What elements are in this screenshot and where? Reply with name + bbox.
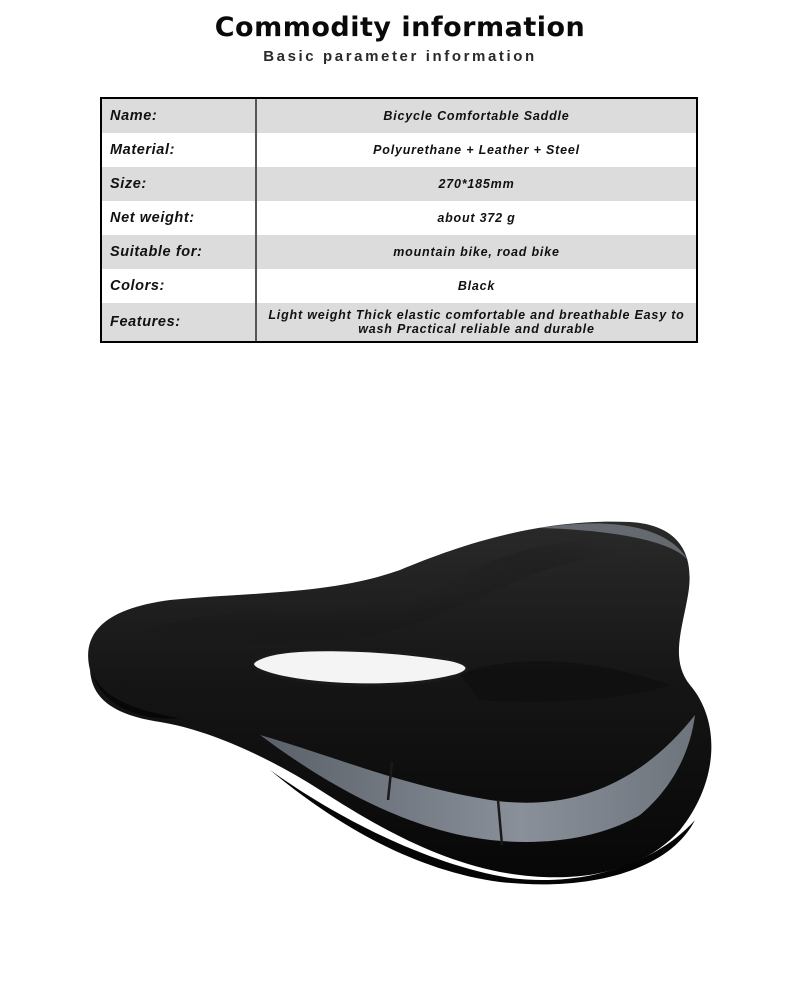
spec-value: 270*185mm bbox=[438, 177, 515, 192]
spec-label: Size: bbox=[102, 167, 257, 201]
page-title: Commodity information bbox=[214, 12, 586, 43]
spec-row-colors bbox=[102, 269, 696, 303]
spec-row-name bbox=[102, 99, 696, 133]
spec-label: Colors: bbox=[102, 269, 257, 303]
spec-row-size bbox=[102, 167, 696, 201]
spec-value: mountain bike, road bike bbox=[393, 245, 560, 260]
page-subtitle: Basic parameter information bbox=[263, 48, 537, 65]
spec-label: Name: bbox=[102, 99, 257, 133]
spec-row-material bbox=[102, 133, 696, 167]
spec-row-features bbox=[102, 303, 696, 341]
spec-table bbox=[100, 97, 698, 343]
spec-value: Light weight Thick elastic comfortable and breathable Easy to wash Practical reliable and durable bbox=[268, 308, 685, 337]
spec-label: Material: bbox=[102, 133, 257, 167]
spec-label: Suitable for: bbox=[102, 235, 257, 269]
spec-value: Bicycle Comfortable Saddle bbox=[383, 109, 570, 124]
spec-label: Net weight: bbox=[102, 201, 257, 235]
bicycle-saddle-photo bbox=[70, 500, 730, 900]
spec-value: Black bbox=[457, 279, 496, 294]
spec-value: about 372 g bbox=[437, 211, 516, 226]
spec-label: Features: bbox=[102, 303, 257, 341]
saddle-illustration bbox=[70, 500, 730, 900]
spec-value: Polyurethane + Leather + Steel bbox=[373, 143, 580, 158]
spec-row-net-weight bbox=[102, 201, 696, 235]
spec-row-suitable-for bbox=[102, 235, 696, 269]
